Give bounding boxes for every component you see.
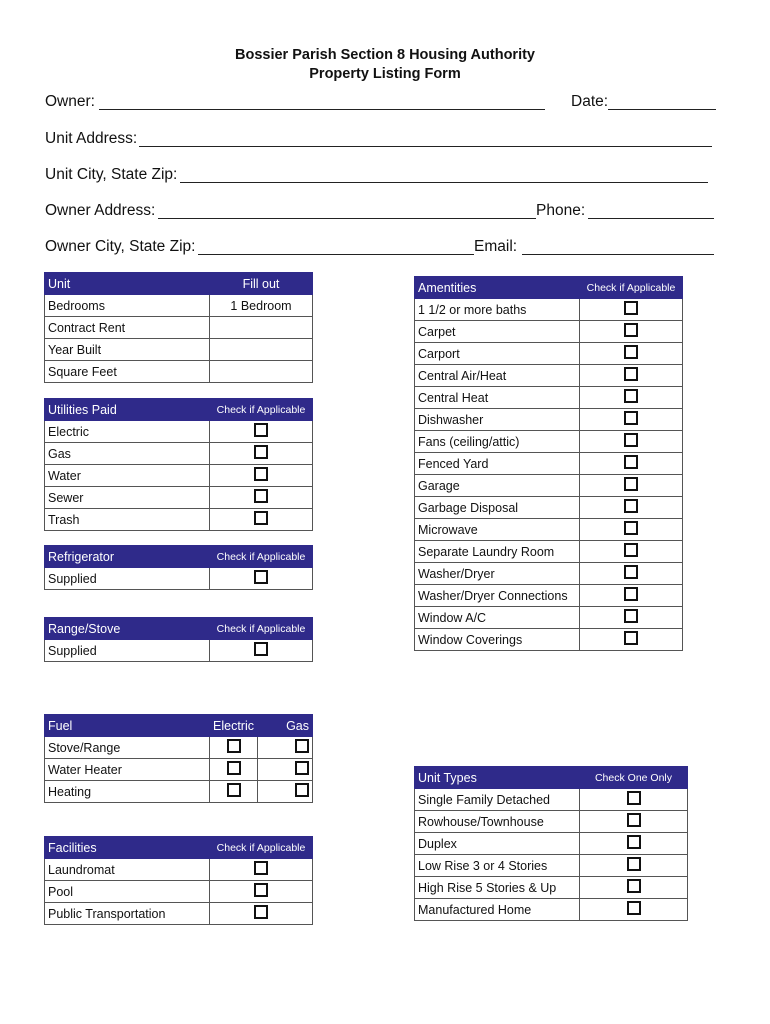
window-coverings-checkbox[interactable] (624, 631, 638, 645)
range-header: Range/Stove (45, 618, 210, 640)
refrigerator-table (44, 545, 313, 590)
date-label: Date: (571, 93, 609, 110)
unit-address-label: Unit Address: (45, 130, 138, 147)
utilities-table (44, 398, 313, 531)
refrigerator-checkbox[interactable] (254, 570, 268, 584)
refrigerator-header: Refrigerator (45, 546, 210, 568)
table-row-label: Pool (45, 881, 210, 903)
carport-checkbox[interactable] (624, 345, 638, 359)
range-table (44, 617, 313, 662)
public-transportation-checkbox[interactable] (254, 905, 268, 919)
table-row-label: Separate Laundry Room (415, 541, 580, 563)
table-row-label: Water (45, 465, 210, 487)
phone-label: Phone: (536, 202, 586, 219)
table-row-label: Central Air/Heat (415, 365, 580, 387)
facilities-header: Facilities (45, 837, 210, 859)
dishwasher-checkbox[interactable] (624, 411, 638, 425)
gas-header: Gas (258, 715, 313, 737)
table-row-label: Electric (45, 421, 210, 443)
table-row-label: Laundromat (45, 859, 210, 881)
heating-electric-checkbox[interactable] (227, 783, 241, 797)
contract-rent-value[interactable] (210, 317, 313, 339)
carpet-checkbox[interactable] (624, 323, 638, 337)
table-row-label: Garbage Disposal (415, 497, 580, 519)
pool-checkbox[interactable] (254, 883, 268, 897)
laundromat-checkbox[interactable] (254, 861, 268, 875)
fill-out-header: Fill out (210, 273, 313, 295)
table-row-label: Supplied (45, 568, 210, 590)
form-title: Bossier Parish Section 8 Housing Authority (235, 47, 535, 63)
table-row-label: Fenced Yard (415, 453, 580, 475)
unit-types-table (414, 766, 688, 921)
bedrooms-value[interactable]: 1 Bedroom (210, 295, 313, 317)
low-rise-checkbox[interactable] (627, 857, 641, 871)
amenities-table (414, 276, 683, 651)
owner-city-label: Owner City, State Zip: (45, 238, 196, 255)
table-row-label: 1 1/2 or more baths (415, 299, 580, 321)
fenced-yard-checkbox[interactable] (624, 455, 638, 469)
table-row-label: Window A/C (415, 607, 580, 629)
unit-table (44, 272, 313, 383)
high-rise-checkbox[interactable] (627, 879, 641, 893)
facilities-table (44, 836, 313, 925)
table-row-label: Single Family Detached (415, 789, 580, 811)
check-header: Check if Applicable (580, 277, 683, 299)
table-row-label: Washer/Dryer (415, 563, 580, 585)
central-air-checkbox[interactable] (624, 367, 638, 381)
window-ac-checkbox[interactable] (624, 609, 638, 623)
water-checkbox[interactable] (254, 467, 268, 481)
table-row-label: Window Coverings (415, 629, 580, 651)
heating-gas-checkbox[interactable] (295, 783, 309, 797)
owner-field[interactable] (99, 109, 545, 110)
electric-header: Electric (210, 715, 258, 737)
trash-checkbox[interactable] (254, 511, 268, 525)
utilities-header: Utilities Paid (45, 399, 210, 421)
washer-dryer-checkbox[interactable] (624, 565, 638, 579)
owner-label: Owner: (45, 93, 95, 110)
microwave-checkbox[interactable] (624, 521, 638, 535)
manufactured-home-checkbox[interactable] (627, 901, 641, 915)
owner-address-field[interactable] (158, 218, 536, 219)
email-label: Email: (474, 238, 518, 255)
check-header: Check if Applicable (210, 618, 313, 640)
table-row-label: Heating (45, 781, 210, 803)
stove-electric-checkbox[interactable] (227, 739, 241, 753)
table-row-label: High Rise 5 Stories & Up (415, 877, 580, 899)
table-row-label: Dishwasher (415, 409, 580, 431)
owner-address-label: Owner Address: (45, 202, 156, 219)
table-row-label: Carport (415, 343, 580, 365)
washer-dryer-connections-checkbox[interactable] (624, 587, 638, 601)
check-header: Check if Applicable (210, 546, 313, 568)
laundry-room-checkbox[interactable] (624, 543, 638, 557)
check-header: Check if Applicable (210, 837, 313, 859)
form-subtitle: Property Listing Form (309, 66, 461, 82)
table-row-label: Contract Rent (45, 317, 210, 339)
table-row-label: Supplied (45, 640, 210, 662)
table-row-label: Garage (415, 475, 580, 497)
table-row-label: Microwave (415, 519, 580, 541)
central-heat-checkbox[interactable] (624, 389, 638, 403)
amenities-header: Amentities (415, 277, 580, 299)
year-built-value[interactable] (210, 339, 313, 361)
fuel-table (44, 714, 313, 803)
fuel-header: Fuel (45, 715, 210, 737)
owner-city-field[interactable] (198, 254, 474, 255)
table-row-label: Public Transportation (45, 903, 210, 925)
unit-city-label: Unit City, State Zip: (45, 166, 178, 183)
email-field[interactable] (522, 254, 714, 255)
table-row-label: Stove/Range (45, 737, 210, 759)
square-feet-value[interactable] (210, 361, 313, 383)
table-row-label: Manufactured Home (415, 899, 580, 921)
fans-checkbox[interactable] (624, 433, 638, 447)
phone-field[interactable] (588, 218, 714, 219)
stove-gas-checkbox[interactable] (295, 739, 309, 753)
table-row-label: Year Built (45, 339, 210, 361)
baths-checkbox[interactable] (624, 301, 638, 315)
garage-checkbox[interactable] (624, 477, 638, 491)
table-row-label: Square Feet (45, 361, 210, 383)
unit-types-header: Unit Types (415, 767, 580, 789)
unit-header: Unit (45, 273, 210, 295)
gas-checkbox[interactable] (254, 445, 268, 459)
table-row-label: Washer/Dryer Connections (415, 585, 580, 607)
table-row-label: Duplex (415, 833, 580, 855)
date-field[interactable] (608, 109, 716, 110)
water-heater-gas-checkbox[interactable] (295, 761, 309, 775)
garbage-disposal-checkbox[interactable] (624, 499, 638, 513)
table-row-label: Central Heat (415, 387, 580, 409)
table-row-label: Trash (45, 509, 210, 531)
table-row-label: Fans (ceiling/attic) (415, 431, 580, 453)
table-row-label: Gas (45, 443, 210, 465)
sewer-checkbox[interactable] (254, 489, 268, 503)
table-row-label: Low Rise 3 or 4 Stories (415, 855, 580, 877)
range-checkbox[interactable] (254, 642, 268, 656)
single-family-checkbox[interactable] (627, 791, 641, 805)
table-row-label: Rowhouse/Townhouse (415, 811, 580, 833)
electric-checkbox[interactable] (254, 423, 268, 437)
table-row-label: Sewer (45, 487, 210, 509)
table-row-label: Water Heater (45, 759, 210, 781)
duplex-checkbox[interactable] (627, 835, 641, 849)
water-heater-electric-checkbox[interactable] (227, 761, 241, 775)
check-header: Check if Applicable (210, 399, 313, 421)
table-row-label: Bedrooms (45, 295, 210, 317)
rowhouse-checkbox[interactable] (627, 813, 641, 827)
table-row-label: Carpet (415, 321, 580, 343)
unit-city-field[interactable] (180, 182, 708, 183)
check-one-header: Check One Only (580, 767, 688, 789)
unit-address-field[interactable] (139, 146, 712, 147)
